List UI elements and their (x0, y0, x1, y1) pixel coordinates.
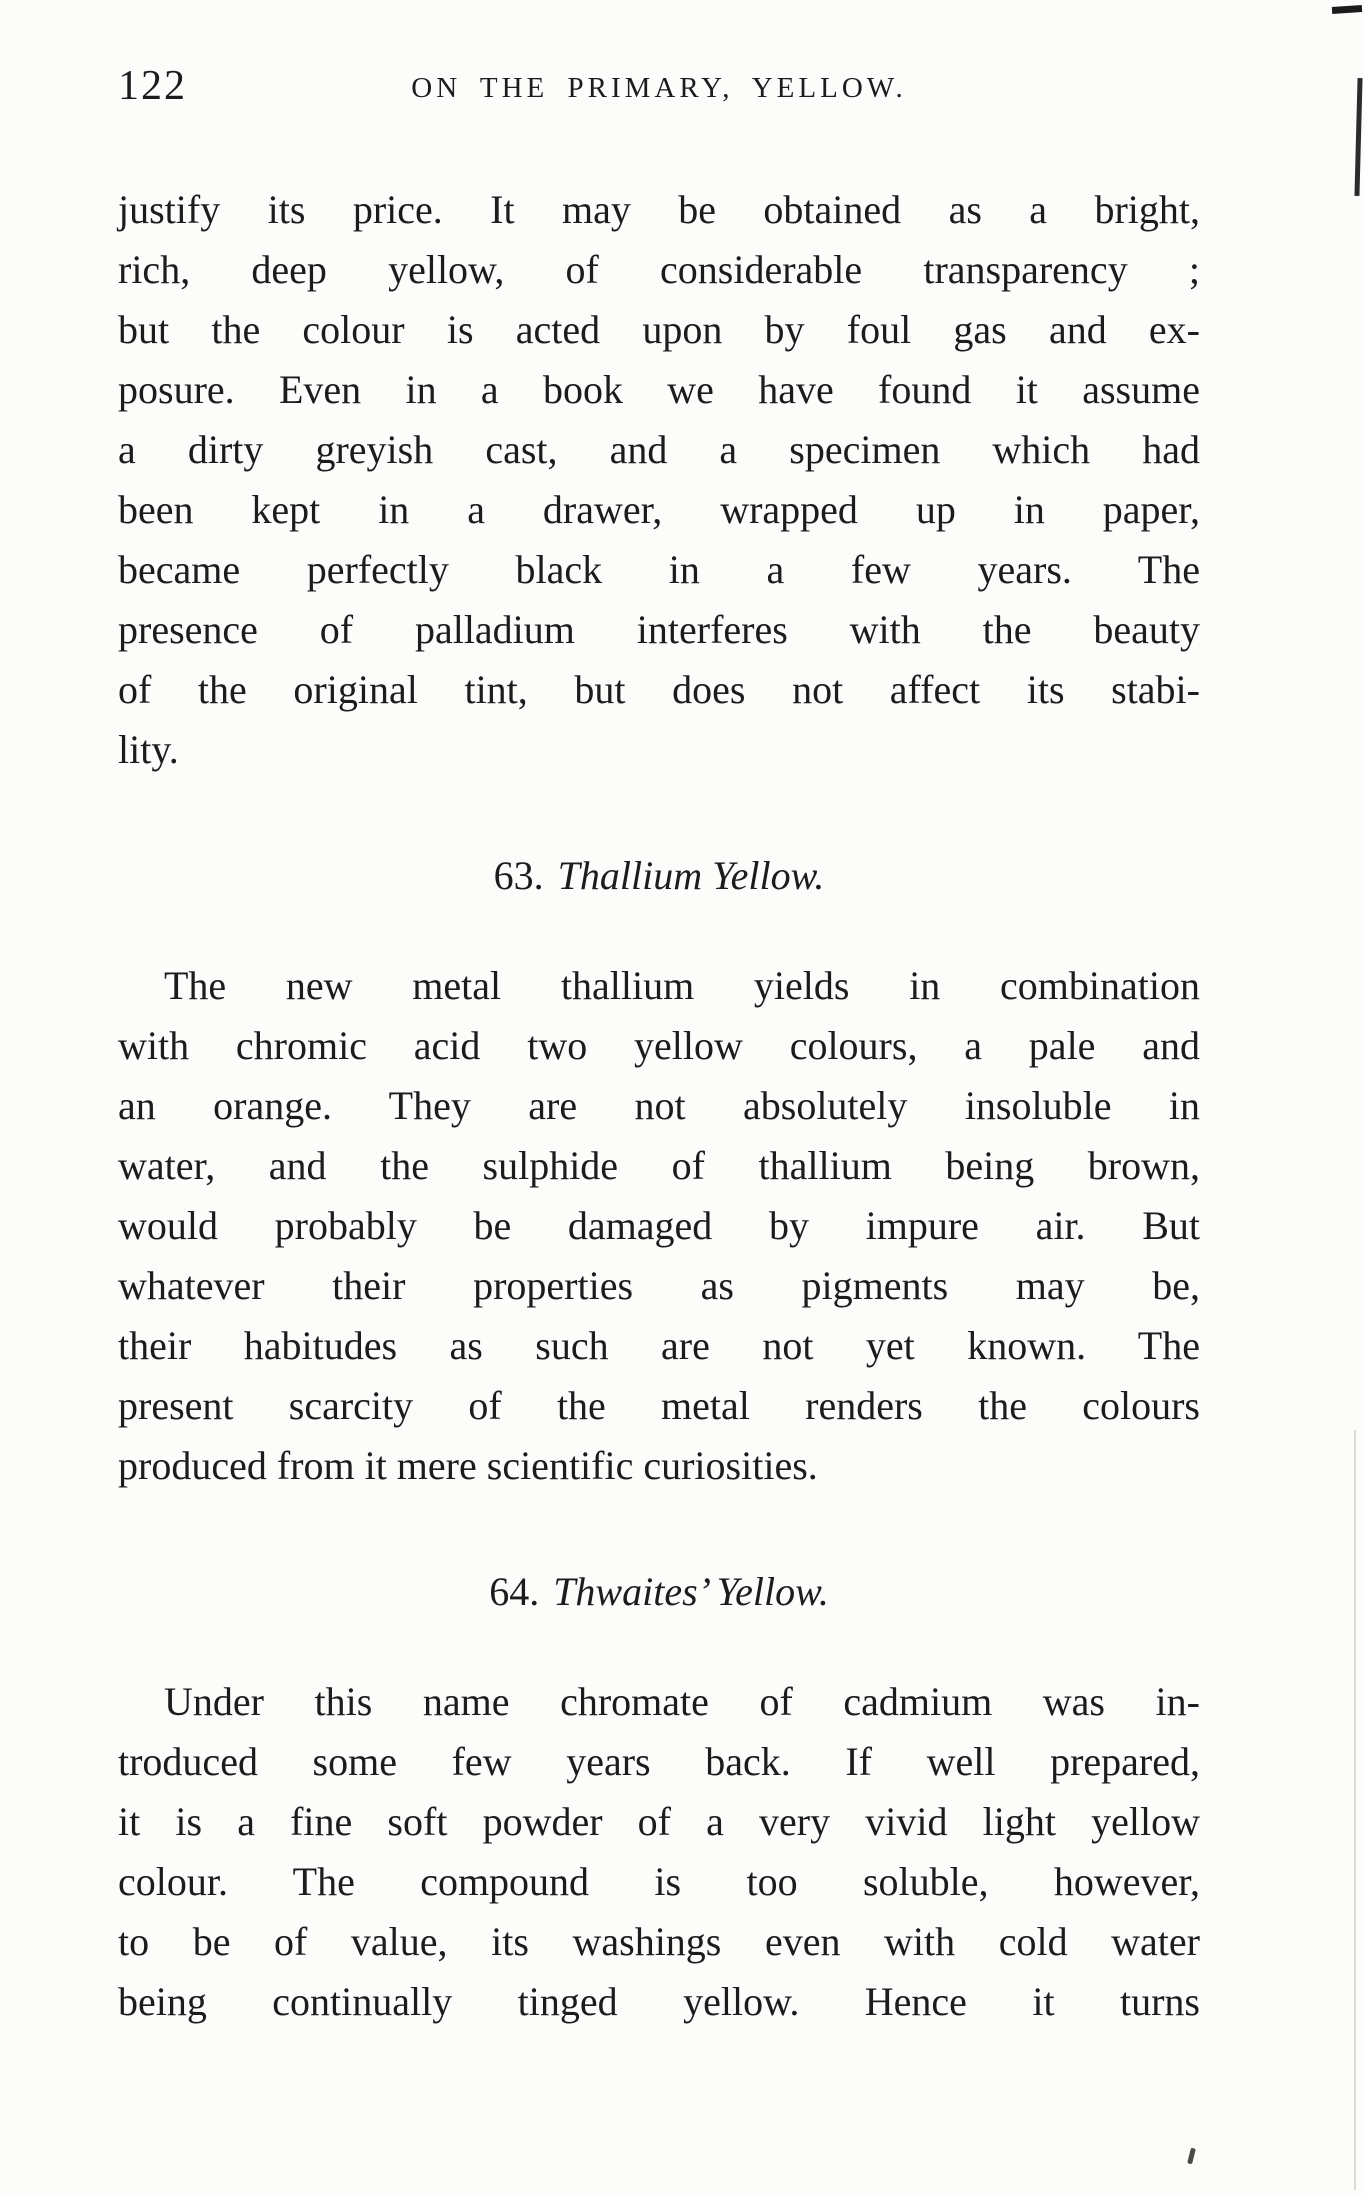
text-line: became perfectly black in a few years. The (118, 547, 1200, 592)
text-column (118, 62, 1200, 2032)
text-line: with chromic acid two yellow colours, a pale and (118, 1023, 1200, 1068)
scan-artifact-bottom-edge-shadow (1354, 1430, 1356, 2190)
section-heading-63 (118, 846, 1200, 906)
section-heading-64 (118, 1562, 1200, 1622)
text-line: rich, deep yellow, of considerable transparency ; (118, 247, 1200, 292)
text-line: justify its price. It may be obtained as a bright, (118, 187, 1200, 232)
text-line: produced from it mere scientific curiosities. (118, 1443, 818, 1488)
text-line: a dirty greyish cast, and a specimen which had (118, 427, 1200, 472)
text-line: their habitudes as such are not yet known. The (118, 1323, 1200, 1368)
paragraph-continuation (118, 180, 1200, 780)
text-line: posure. Even in a book we have found it assume (118, 367, 1200, 412)
text-line: would probably be damaged by impure air. But (118, 1203, 1200, 1248)
section-title: Thallium Yellow. (557, 853, 825, 898)
section-title: Thwaites’ Yellow. (553, 1569, 829, 1614)
text-line: it is a fine soft powder of a very vivid light yellow (118, 1799, 1200, 1844)
text-line: Under this name chromate of cadmium was in- (164, 1679, 1200, 1724)
text-line: whatever their properties as pigments may be, (118, 1263, 1200, 1308)
text-line: present scarcity of the metal renders the colours (118, 1383, 1200, 1428)
text-line: being continually tinged yellow. Hence it turns (118, 1979, 1200, 2024)
scan-artifact-bottom-mark (1187, 2148, 1196, 2165)
scan-artifact-corner-mark (1332, 5, 1362, 14)
scan-artifact-edge-line (1354, 78, 1362, 196)
section-number: 63. (493, 853, 544, 898)
section-number: 64. (489, 1569, 540, 1614)
text-line: but the colour is acted upon by foul gas and ex- (118, 307, 1200, 352)
running-title: ON THE PRIMARY, YELLOW. (411, 72, 907, 104)
paragraph-thwaites-yellow (118, 1672, 1200, 2032)
page-number: 122 (118, 63, 187, 109)
text-line: to be of value, its washings even with cold water (118, 1919, 1200, 1964)
page-header (118, 62, 1200, 134)
text-line: lity. (118, 727, 179, 772)
text-line: troduced some few years back. If well prepared, (118, 1739, 1200, 1784)
text-line: presence of palladium interferes with the beauty (118, 607, 1200, 652)
text-line: of the original tint, but does not affect its stabi- (118, 667, 1200, 712)
text-line: an orange. They are not absolutely insoluble in (118, 1083, 1200, 1128)
text-line: The new metal thallium yields in combination (164, 963, 1200, 1008)
text-line: water, and the sulphide of thallium being brown, (118, 1143, 1200, 1188)
text-line: colour. The compound is too soluble, however, (118, 1859, 1200, 1904)
text-line: been kept in a drawer, wrapped up in paper, (118, 487, 1200, 532)
paragraph-thallium-yellow (118, 956, 1200, 1496)
